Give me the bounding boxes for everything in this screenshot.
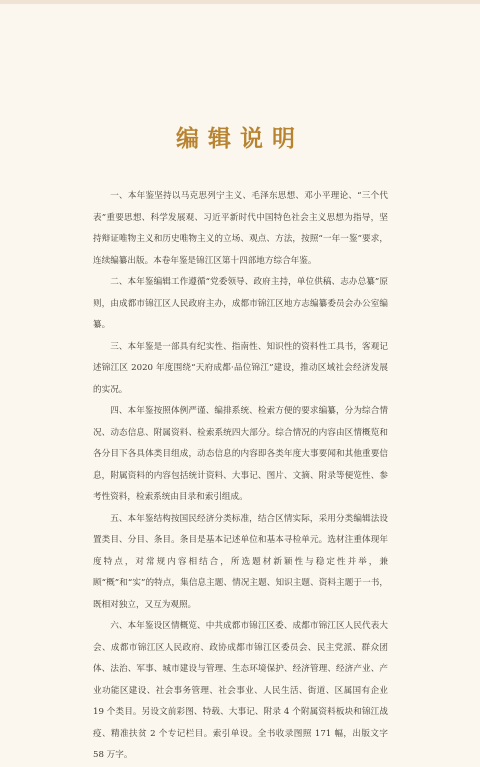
paragraph-2: 二、本年鉴编辑工作遵循“党委领导、政府主持，单位供稿、志办总纂”原则，由成都市锦江区人民政府主办，成都市锦江区地方志编纂委员会办公室编纂。 (93, 277, 388, 330)
paragraph-1: 一、本年鉴坚持以马克思列宁主义、毛泽东思想、邓小平理论、“三个代表”重要思想、科学发展观、习近平新时代中国特色社会主义思想为指导，坚持辩证唯物主义和历史唯物主义的立场、观点、方法，按照“一年一鉴”要求，连续编纂出版。本卷年鉴是锦江区第十四部地方综合年鉴。 (93, 191, 388, 266)
top-band (0, 0, 480, 4)
paragraph-5: 五、本年鉴结构按国民经济分类标准，结合区情实际，采用分类编辑法设置类目、分目、条目。条目是基本记述单位和基本寻检单元。选材注重体现年度特点，对常规内容相结合，所选题材新颖性与稳定性并举，兼顾“概”和“实”的特点，集信息主题、情况主题、知识主题、资料主题于一书，既相对独立，又互为观照。 (93, 513, 388, 610)
paragraph-6: 六、本年鉴设区情概览、中共成都市锦江区委、成都市锦江区人民代表大会、成都市锦江区人民政府、政协成都市锦江区委员会、民主党派、群众团体、法治、军事、城市建设与管理、生态环境保护、经济管理、经济产业、产业功能区建设、社会事务管理、社会事业、人民生活、街道、区属国有企业 19 个类目。另设文前彩图、特载、大事记、附录 4 个附属资料板块和锦江战疫、精准扶贫 2 个专记栏目。索引单设。全书收录图照 171 幅，出版文字 58 万字。 (93, 621, 388, 760)
paragraph-3: 三、本年鉴是一部具有纪实性、指南性、知识性的资料性工具书，客观记述锦江区 2020 年度围绕“天府成都·品位锦江”建设，推动区域社会经济发展的实况。 (93, 341, 388, 395)
page-title: 编辑说明 (176, 125, 304, 152)
paragraph-4: 四、本年鉴按照体例严谨、编排系统、检索方便的要求编纂，分为综合情况、动态信息、附属资料、检索系统四大部分。综合情况的内容由区情概览和各分目下各具体类目组成，动态信息的内容即各类年度大事要闻和其他重要信息，附属资料的内容包括统计资料、大事记、图片、文摘、附录等便览性、参考性资料，检索系统由目录和索引组成。 (93, 406, 388, 502)
body-text (93, 186, 388, 767)
